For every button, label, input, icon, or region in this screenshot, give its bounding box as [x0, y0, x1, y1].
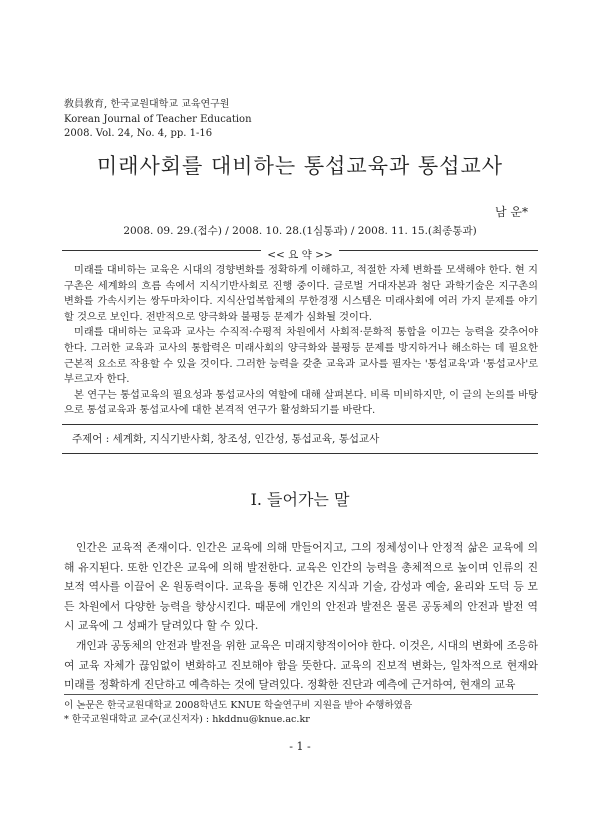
- body-paragraph: 인간은 교육적 존재이다. 인간은 교육에 의해 만들어지고, 그의 정체성이나 안정적 삶은 교육에 의해 유지된다. 또한 인간은 교육에 의해 발전한다. 교육은 인간의 능력을 총체적으로 높이며 인류의 진보적 역사를 이끌어 온 원동력이다. 교육을 통해 인간은 지식과 기술, 감성과 예술, 윤리와 도덕 등 모든 차원에서 다양한 능력을 향상시킨다. 때문에 개인의 안전과 발전은 물론 공동체의 안전과 발전 역시 교육에 그 성패가 달려있다 할 수 있다.: [64, 541, 538, 633]
- abstract-heading: [0, 243, 600, 262]
- keywords-bottom-rule: [62, 453, 538, 454]
- author-name: 남 운*: [495, 205, 528, 219]
- abstract-label: << 요 약 >>: [261, 249, 339, 261]
- body-paragraph: 개인과 공동체의 안전과 발전을 위한 교육은 미래지향적이어야 한다. 이것은, 시대의 변화에 조응하여 교육 자체가 끊임없이 변화하고 진보해야 함을 뜻한다. 교육의 진보적 변화는, 일차적으로 현재와 미래를 정확하게 진단하고 예측하는 것에 달려있다. 정확한 진단과 예측에 근거하여, 현재의 교육: [64, 638, 538, 692]
- journal-citation: 2008. Vol. 24, No. 4, pp. 1-16: [64, 128, 213, 139]
- journal-name-english: Korean Journal of Teacher Education: [64, 113, 252, 125]
- abstract-paragraph: 미래를 대비하는 교육은 시대의 경향변화를 정확하게 이해하고, 적절한 자체 변화를 모색해야 한다. 현 지구촌은 세계화의 흐름 속에서 지식기반사회로 진행 중이다. 글로벌 거대자본과 첨단 과학기술은 지구촌의 변화를 가속시키는 쌍두마차이다. 지식산업복합체의 무한경쟁 시스템은 미래사회에 여러 가지 문제를 야기할 것으로 보인다. 전반적으로 양극화와 불평등 문제가 심화될 것이다.: [64, 265, 538, 323]
- journal-header: [64, 98, 252, 142]
- footnote-funding: 이 논문은 한국교원대학교 2008학년도 KNUE 학술연구비 지원을 받아 수행하였음: [64, 700, 413, 711]
- footnote-author: * 한국교원대학교 교수(교신저자) : hkddnu@knue.ac.kr: [64, 714, 310, 725]
- paper-title: 미래사회를 대비하는 통섭교육과 통섭교사: [96, 154, 504, 178]
- section-heading: I. 들어가는 말: [250, 490, 350, 509]
- page-number: - 1 -: [289, 740, 311, 753]
- submission-dates: 2008. 09. 29.(접수) / 2008. 10. 28.(1심통과) / 2008. 11. 15.(최종통과): [123, 225, 477, 237]
- footnote-rule: [64, 694, 538, 695]
- abstract-paragraph: 미래를 대비하는 교육과 교사는 수직적·수평적 차원에서 사회적·문화적 통합을 이끄는 능력을 갖추어야 한다. 그러한 교육과 교사의 통합력은 미래사회의 양극화와 불평등 문제를 방지하거나 해소하는 데 필요한 근본적 요소로 작용할 수 있을 것이다. 그러한 능력을 갖춘 교육과 교사를 필자는 '통섭교육'과 '통섭교사'로 부르고자 한다.: [64, 327, 538, 386]
- body-text: [64, 538, 538, 695]
- abstract-body: [64, 263, 538, 419]
- journal-name-korean: 敎員敎育, 한국교원대학교 교육연구원: [64, 99, 230, 110]
- abstract-paragraph: 본 연구는 통섭교육의 필요성과 통섭교사의 역할에 대해 살펴본다. 비록 미비하지만, 이 글의 논의를 바탕으로 통섭교육과 통섭교사에 대한 본격적 연구가 활성화되기를 바란다.: [64, 389, 538, 417]
- footnotes: [64, 699, 412, 727]
- keywords: 주제어 : 세계화, 지식기반사회, 창조성, 인간성, 통섭교육, 통섭교사: [72, 433, 380, 445]
- keywords-top-rule: [62, 424, 538, 425]
